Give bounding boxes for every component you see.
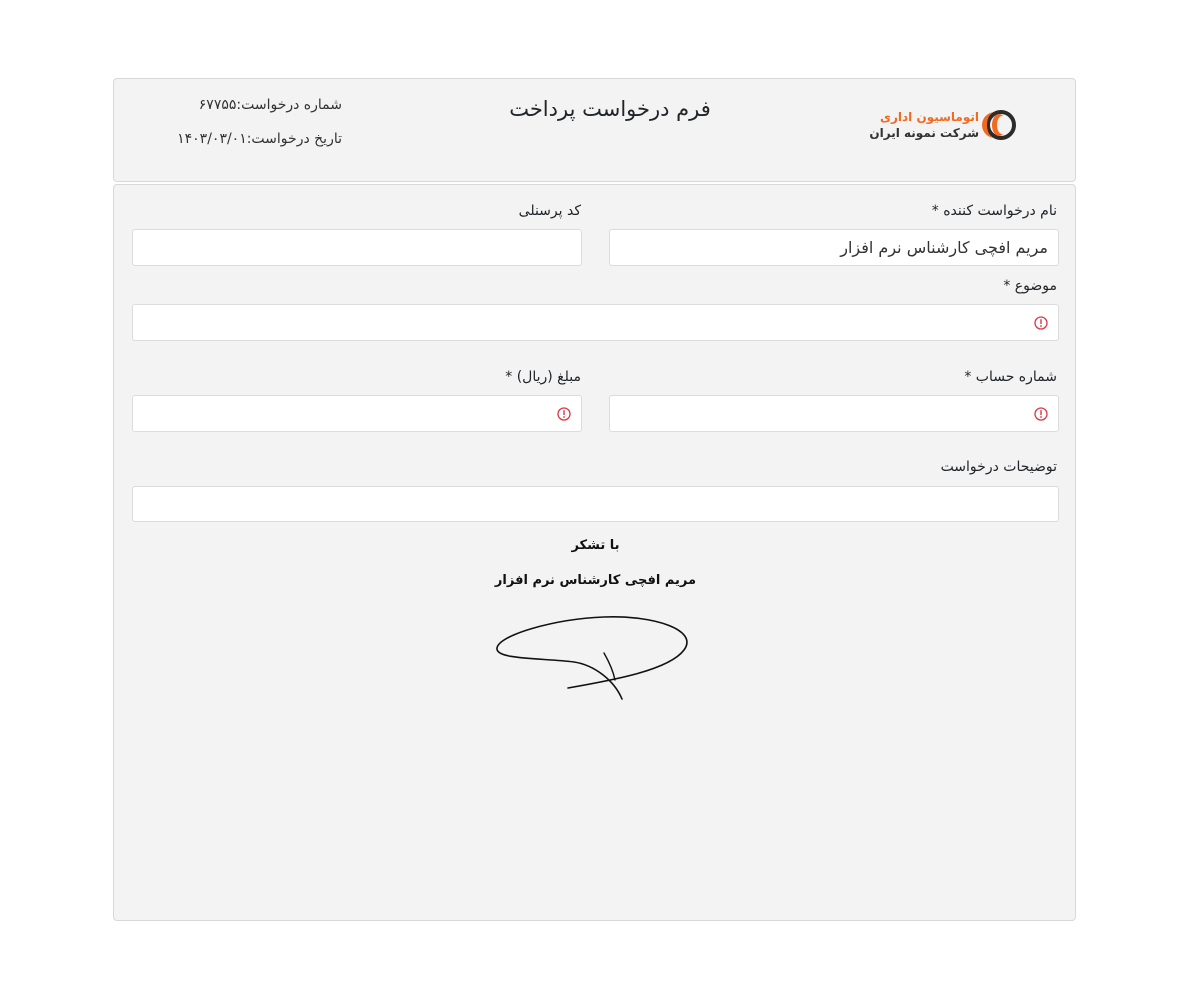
page-title: فرم درخواست پرداخت — [509, 97, 711, 121]
amount-field[interactable] — [132, 395, 582, 432]
request-date: تاریخ درخواست:۱۴۰۳/۰۳/۰۱ — [177, 131, 342, 147]
form-body — [113, 184, 1076, 921]
account-number-label: شماره حساب * — [964, 369, 1057, 385]
logo-product-name: اتوماسیون اداری — [879, 110, 979, 124]
thanks-text: با تشکر — [571, 538, 620, 553]
requester-label: نام درخواست کننده * — [931, 203, 1057, 219]
requester-value: مریم افچی کارشناس نرم افزار — [840, 238, 1048, 257]
error-icon — [557, 407, 571, 421]
subject-label: موضوع * — [1003, 278, 1057, 294]
logo-mark-icon — [981, 109, 1017, 141]
personnel-code-field[interactable] — [132, 229, 582, 266]
description-field[interactable] — [132, 486, 1059, 522]
request-number: شماره درخواست:۶۷۷۵۵ — [198, 97, 342, 113]
error-icon — [1034, 407, 1048, 421]
account-number-field[interactable] — [609, 395, 1059, 432]
error-icon — [1034, 316, 1048, 330]
signature-image — [494, 610, 694, 705]
requester-field[interactable] — [609, 229, 1059, 266]
logo-company-name: شرکت نمونه ایران — [869, 126, 979, 140]
form-header — [113, 78, 1076, 182]
signer-name: مریم افچی کارشناس نرم افزار — [494, 573, 697, 588]
description-label: توضیحات درخواست — [940, 459, 1057, 475]
amount-label: مبلغ (ریال) * — [505, 369, 581, 385]
personnel-code-label: کد پرسنلی — [518, 203, 581, 219]
company-logo — [869, 109, 1017, 141]
subject-field[interactable] — [132, 304, 1059, 341]
